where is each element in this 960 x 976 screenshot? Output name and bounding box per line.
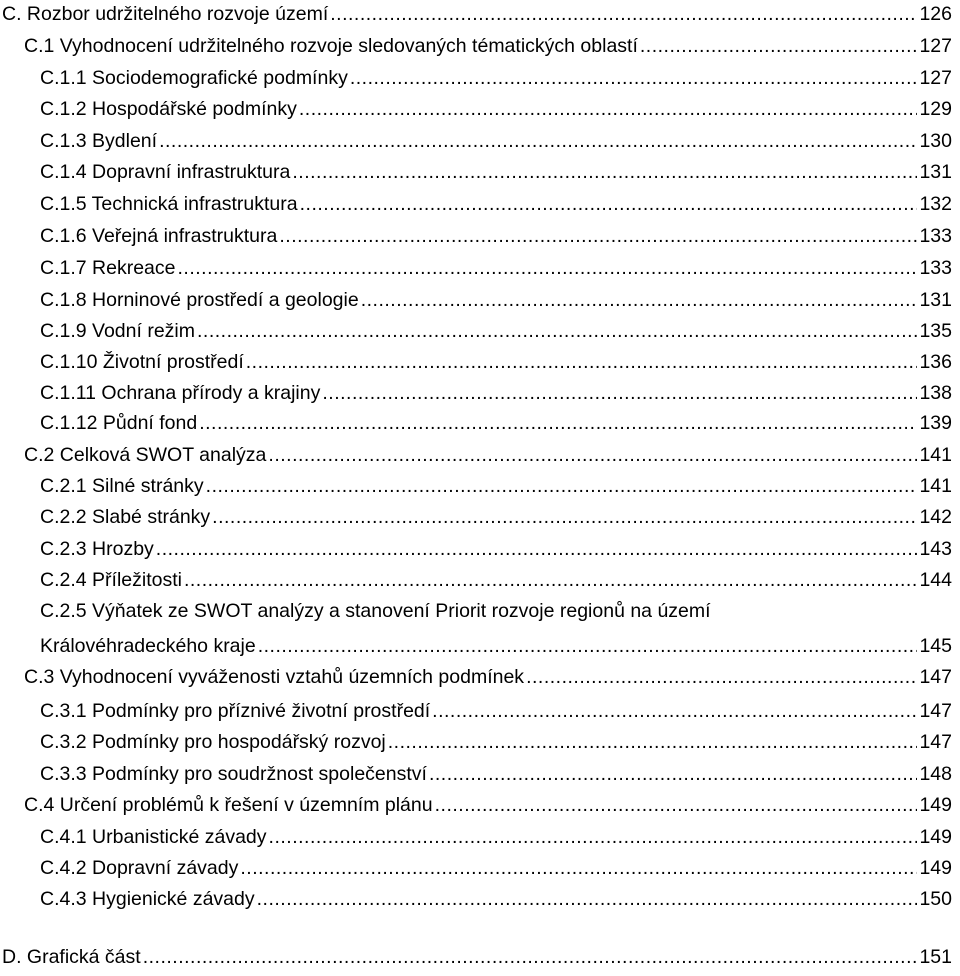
toc-entry-title: C.1.2 Hospodářské podmínky	[40, 98, 297, 120]
toc-entry[interactable]	[40, 160, 952, 184]
toc-leader	[299, 97, 918, 121]
toc-entry[interactable]	[40, 887, 952, 911]
toc-entry[interactable]	[2, 2, 952, 26]
toc-entry-page: 133	[919, 225, 952, 247]
toc-entry-page: 132	[919, 193, 952, 215]
toc-leader	[269, 825, 918, 849]
toc-entry-title: C.1.4 Dopravní infrastruktura	[40, 161, 291, 183]
toc-leader	[257, 887, 918, 911]
toc-entry-page: 131	[919, 289, 952, 311]
toc-entry-title: C.1.6 Veřejná infrastruktura	[40, 225, 278, 247]
toc-entry-page: 147	[919, 700, 952, 722]
toc-leader	[350, 66, 918, 90]
toc-entry[interactable]	[40, 474, 952, 498]
toc-entry[interactable]	[40, 411, 952, 435]
toc-entry-page: 145	[919, 635, 952, 657]
toc-entry-page: 129	[919, 98, 952, 120]
toc-leader	[156, 537, 918, 561]
toc-leader	[361, 288, 918, 312]
toc-leader	[206, 474, 918, 498]
toc-entry-page: 138	[919, 382, 952, 404]
toc-entry-title: C.1.10 Životní prostředí	[40, 351, 244, 373]
toc-entry[interactable]	[40, 192, 952, 216]
toc-entry-title: C.4.1 Urbanistické závady	[40, 826, 267, 848]
toc-entry[interactable]	[24, 793, 952, 817]
toc-entry-page: 149	[919, 794, 952, 816]
toc-entry-page: 150	[919, 888, 952, 910]
toc-entry-page: 147	[919, 731, 952, 753]
toc-entry[interactable]	[40, 762, 952, 786]
toc-entry-title: C.4.3 Hygienické závady	[40, 888, 255, 910]
toc-entry-title: C.1.7 Rekreace	[40, 257, 176, 279]
toc-leader	[212, 505, 917, 529]
toc-leader	[429, 762, 918, 786]
toc-entry[interactable]	[24, 34, 952, 58]
toc-entry-title: C.1.8 Horninové prostředí a geologie	[40, 289, 359, 311]
toc-leader	[526, 665, 917, 689]
toc-leader	[240, 856, 917, 880]
toc-entry[interactable]	[40, 634, 952, 658]
toc-entry[interactable]	[40, 730, 952, 754]
toc-entry-page: 127	[919, 67, 952, 89]
toc-entry-page: 133	[919, 257, 952, 279]
toc-entry-title: C. Rozbor udržitelného rozvoje území	[2, 3, 329, 25]
toc-entry-page: 141	[919, 475, 952, 497]
toc-entry-title: Královéhradeckého kraje	[40, 635, 256, 657]
toc-entry-title: C.2.5 Výňatek ze SWOT analýzy a stanovení Priorit rozvoje regionů na území	[40, 600, 711, 622]
toc-leader	[177, 256, 917, 280]
toc-entry-page: 139	[919, 412, 952, 434]
toc-entry-page: 143	[919, 538, 952, 560]
toc-entry-page: 149	[919, 826, 952, 848]
toc-entry-page: 136	[919, 351, 952, 373]
toc-entry-title: C.4.2 Dopravní závady	[40, 857, 239, 879]
toc-entry[interactable]	[40, 288, 952, 312]
toc-entry-title: D. Grafická část	[2, 946, 141, 968]
toc-entry[interactable]	[40, 825, 952, 849]
toc-leader	[322, 381, 917, 405]
toc-entry[interactable]	[40, 568, 952, 592]
toc-leader	[388, 730, 918, 754]
toc-entry-title: C.3.3 Podmínky pro soudržnost společenství	[40, 763, 427, 785]
toc-entry-page: 127	[919, 35, 952, 57]
toc-leader	[184, 568, 917, 592]
toc-entry[interactable]	[40, 505, 952, 529]
toc-entry-title: C.4 Určení problémů k řešení v územním plánu	[24, 794, 433, 816]
toc-entry[interactable]	[40, 537, 952, 561]
toc-entry[interactable]	[24, 665, 952, 689]
toc-entry-page: 135	[919, 320, 952, 342]
toc-entry-title: C.3.1 Podmínky pro příznivé životní prostředí	[40, 700, 431, 722]
toc-entry-title: C.1.12 Půdní fond	[40, 412, 198, 434]
toc-entry-page: 144	[919, 569, 952, 591]
toc-entry[interactable]	[40, 129, 952, 153]
toc-leader	[292, 160, 917, 184]
toc-entry[interactable]	[40, 381, 952, 405]
toc-leader	[159, 129, 917, 153]
toc-entry[interactable]	[40, 350, 952, 374]
toc-entry[interactable]	[40, 856, 952, 880]
toc-entry-title: C.2.4 Příležitosti	[40, 569, 182, 591]
toc-entry[interactable]	[40, 66, 952, 90]
toc-leader	[268, 443, 917, 467]
toc-leader	[640, 34, 918, 58]
toc-entry-page: 131	[919, 161, 952, 183]
toc-leader	[435, 793, 918, 817]
toc-entry-page: 149	[919, 857, 952, 879]
toc-leader	[258, 634, 918, 658]
toc-entry[interactable]	[40, 97, 952, 121]
toc-entry[interactable]	[40, 599, 952, 623]
toc-entry-title: C.2.3 Hrozby	[40, 538, 154, 560]
toc-entry[interactable]	[24, 443, 952, 467]
toc-entry[interactable]	[40, 224, 952, 248]
toc-entry-page: 147	[919, 666, 952, 688]
toc-entry-title: C.1.5 Technická infrastruktura	[40, 193, 298, 215]
toc-entry-page: 126	[919, 3, 952, 25]
toc-entry[interactable]	[40, 699, 952, 723]
toc-entry-title: C.3.2 Podmínky pro hospodářský rozvoj	[40, 731, 386, 753]
toc-leader	[300, 192, 918, 216]
toc-entry-title: C.1.3 Bydlení	[40, 130, 158, 152]
toc-entry-title: C.3 Vyhodnocení vyváženosti vztahů územních podmínek	[24, 666, 525, 688]
toc-entry[interactable]	[2, 945, 952, 969]
toc-entry[interactable]	[40, 319, 952, 343]
toc-entry-page: 148	[919, 763, 952, 785]
toc-leader	[143, 945, 918, 969]
toc-leader	[330, 2, 917, 26]
toc-leader	[432, 699, 917, 723]
toc-entry-page: 151	[919, 946, 952, 968]
toc-leader	[246, 350, 918, 374]
toc-entry-title: C.1.1 Sociodemografické podmínky	[40, 67, 348, 89]
toc-entry-title: C.1.11 Ochrana přírody a krajiny	[40, 382, 321, 404]
toc-entry-title: C.1 Vyhodnocení udržitelného rozvoje sledovaných tématických oblastí	[24, 35, 638, 57]
toc-entry-page: 141	[919, 444, 952, 466]
toc-entry[interactable]	[40, 256, 952, 280]
toc-leader	[199, 411, 917, 435]
toc-leader	[197, 319, 917, 343]
toc-entry-title: C.2.2 Slabé stránky	[40, 506, 211, 528]
toc-entry-page: 130	[919, 130, 952, 152]
toc-leader	[279, 224, 917, 248]
toc-entry-title: C.2.1 Silné stránky	[40, 475, 204, 497]
toc-entry-title: C.2 Celková SWOT analýza	[24, 444, 267, 466]
toc-entry-page: 142	[919, 506, 952, 528]
toc-entry-title: C.1.9 Vodní režim	[40, 320, 195, 342]
